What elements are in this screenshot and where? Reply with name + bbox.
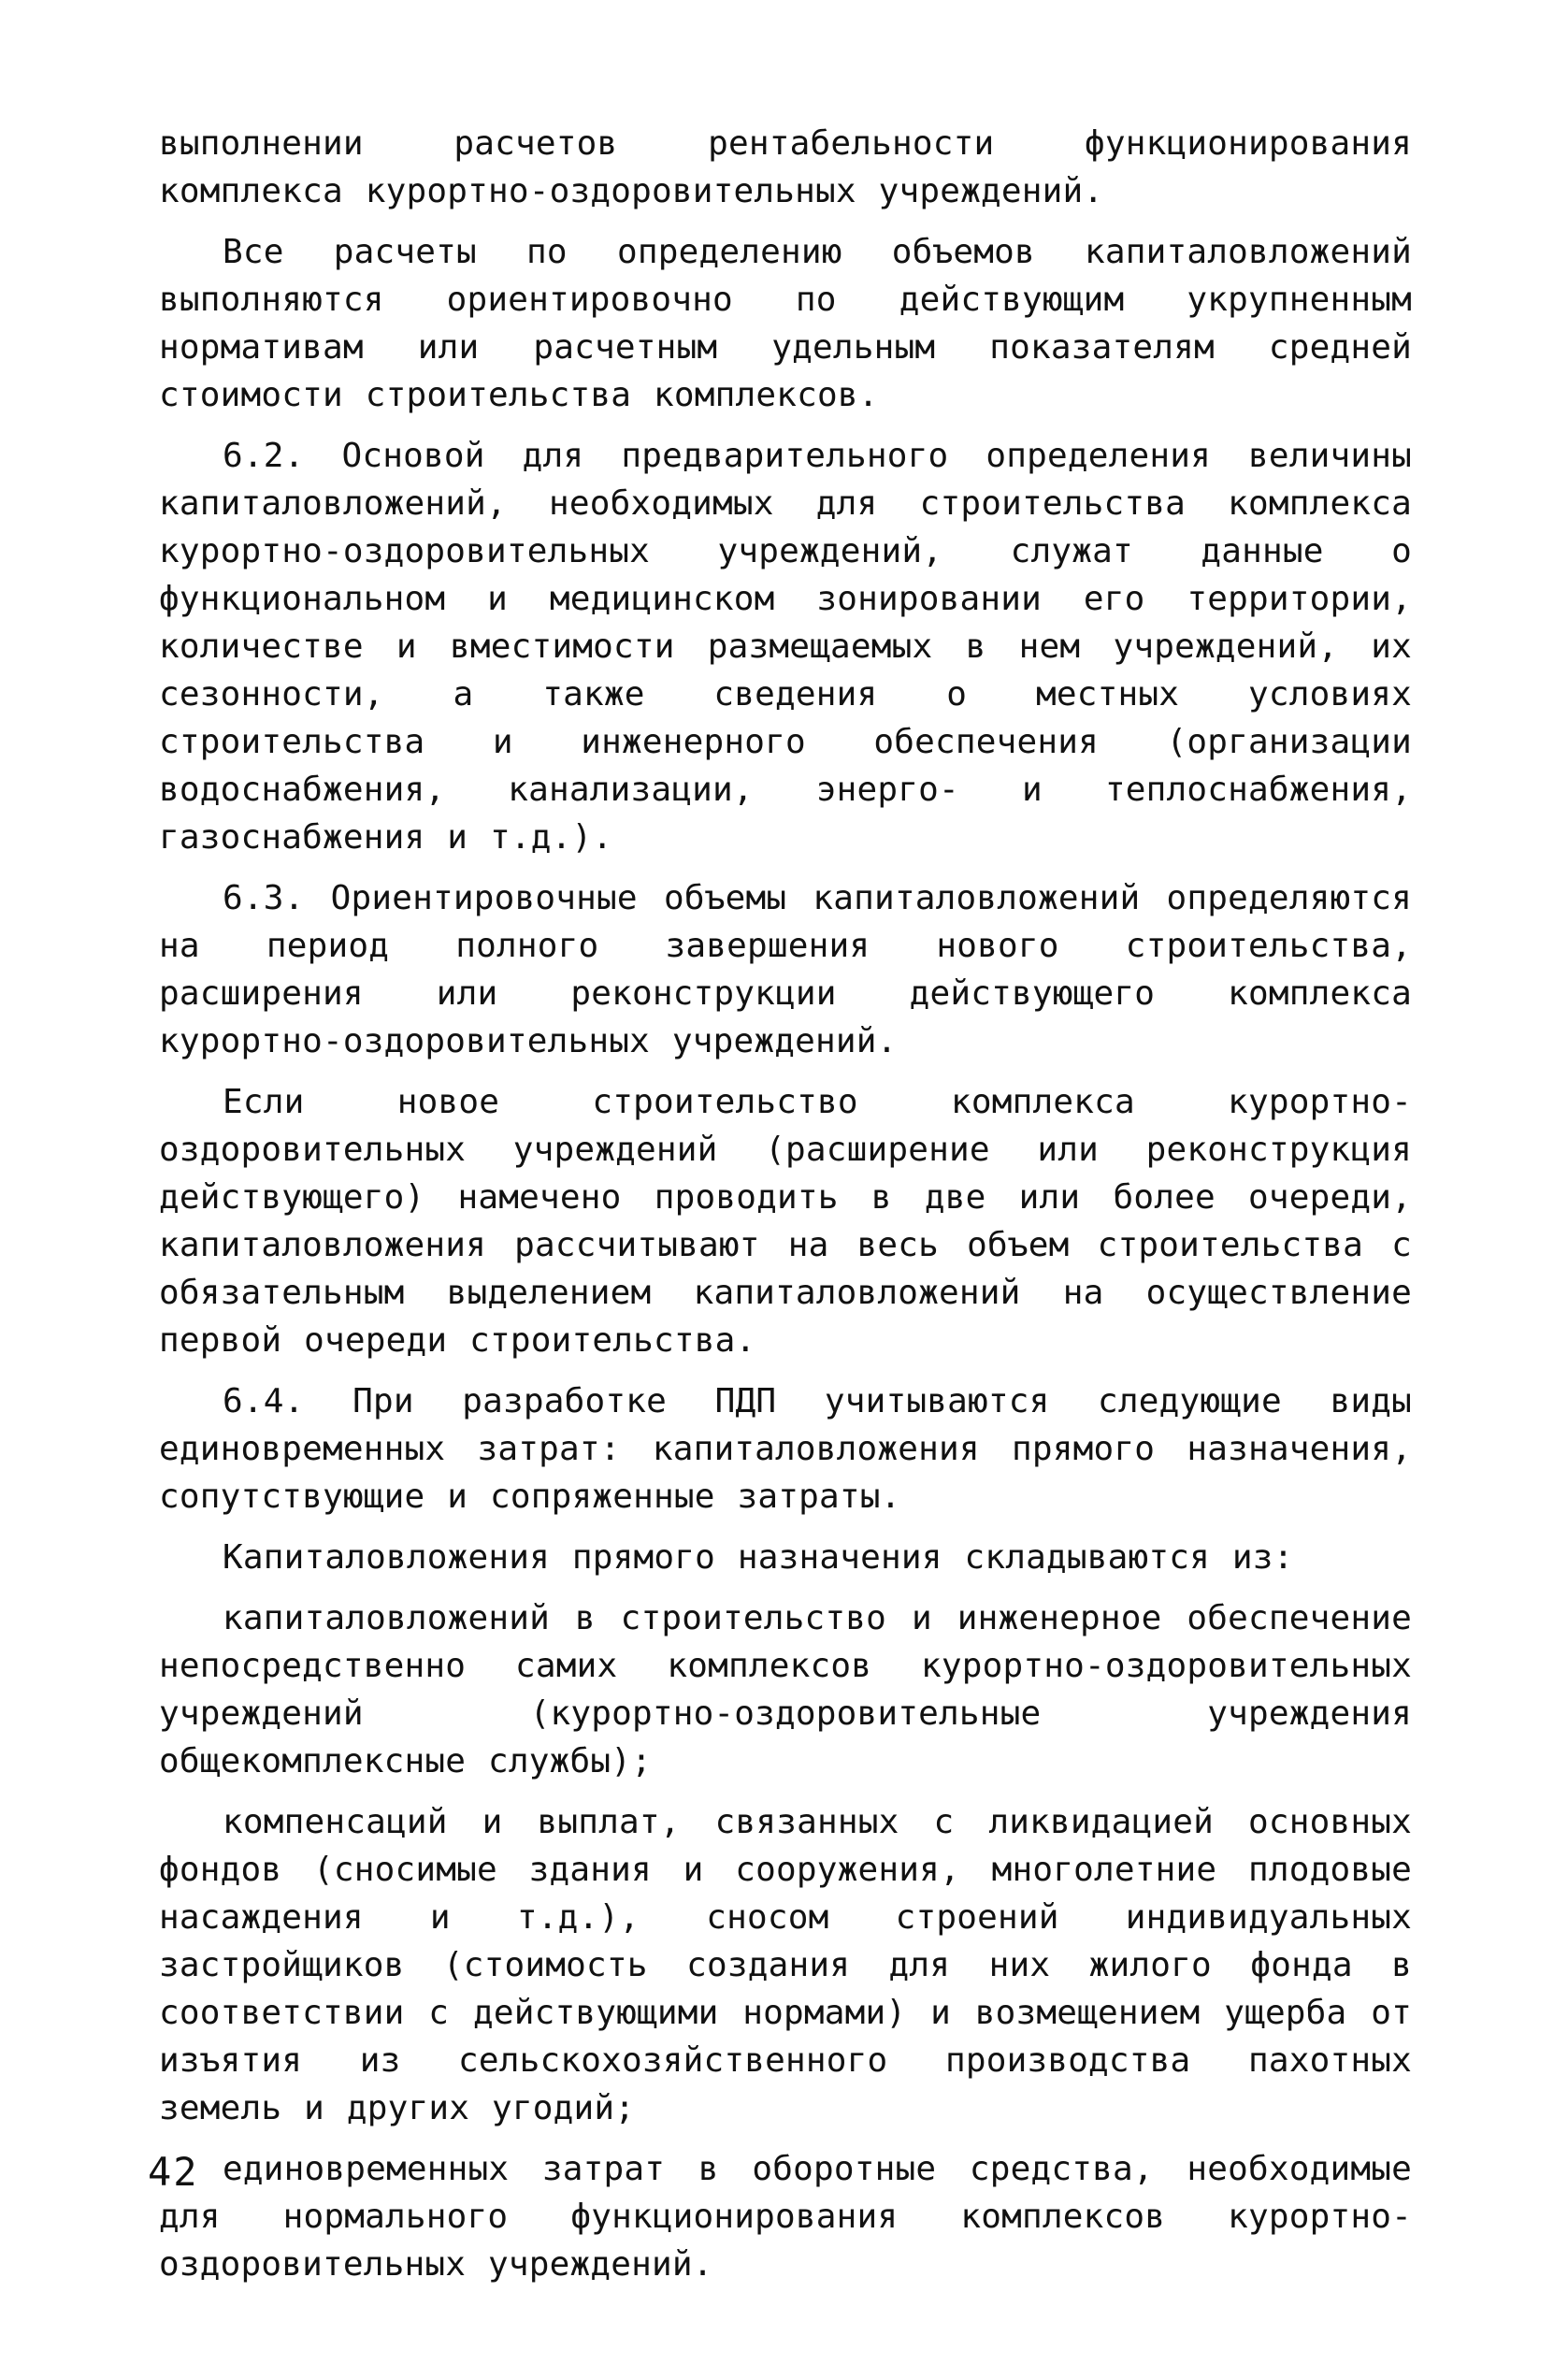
paragraph-calculations: Все расчеты по определению объемов капиталовложений выполняются ориентировочно по действующим укрупненным нормативам или расчетным удельным показателям средней стоимости строительства комплексов. (159, 233, 1412, 414)
paragraph-working-capital: единовременных затрат в оборотные средства, необходимые для нормального функционирования комплексов курортно-оздоровительных учреждений. (159, 2150, 1412, 2284)
paragraph-section-6-2: 6.2. Основой для предварительного определения величины капиталовложений, необходимых для строительства комплекса курортно-оздоровительных учреждений, служат данные о функциональном и медицинском зонировании его территории, количестве и вместимости размещаемых в нем учреждений, их сезонности, а также сведения о местных условиях строительства и инженерного обеспечения (организации водоснабжения, канализации, энерго- и теплоснабжения, газоснабжения и т.д.). (159, 437, 1412, 857)
paragraph-continuation: выполнении расчетов рентабельности функционирования комплекса курортно-оздоровительных учреждений. (159, 124, 1412, 210)
paragraph-investment-items: капиталовложений в строительство и инженерное обеспечение непосредственно самих комплексов курортно-оздоровительных учреждений (курортно-оздоровительные учреждения общекомплексные службы); (159, 1599, 1412, 1780)
page-number: 42 (148, 2149, 199, 2195)
paragraph-new-construction: Если новое строительство комплекса курортно-оздоровительных учреждений (расширение или реконструкция действующего) намечено проводить в две или более очереди, капиталовложения рассчитывают на весь объем строительства с обязательным выделением капиталовложений на осуществление первой очереди строительства. (159, 1083, 1412, 1360)
document-page (159, 120, 1412, 2301)
paragraph-section-6-4: 6.4. При разработке ПДП учитываются следующие виды единовременных затрат: капиталовложения прямого назначения, сопутствующие и сопряженные затраты. (159, 1382, 1412, 1516)
paragraph-direct-investments: Капиталовложения прямого назначения складываются из: (223, 1538, 1294, 1577)
paragraph-section-6-3: 6.3. Ориентировочные объемы капиталовложений определяются на период полного завершения нового строительства, расширения или реконструкции действующего комплекса курортно-оздоровительных учреждений. (159, 879, 1412, 1060)
paragraph-compensation: компенсаций и выплат, связанных с ликвидацией основных фондов (сносимые здания и сооружения, многолетние плодовые насаждения и т.д.), сносом строений индивидуальных застройщиков (стоимость создания для них жилого фонда в соответствии с действующими нормами) и возмещением ущерба от изъятия из сельскохозяйственного производства пахотных земель и других угодий; (159, 1803, 1412, 2127)
